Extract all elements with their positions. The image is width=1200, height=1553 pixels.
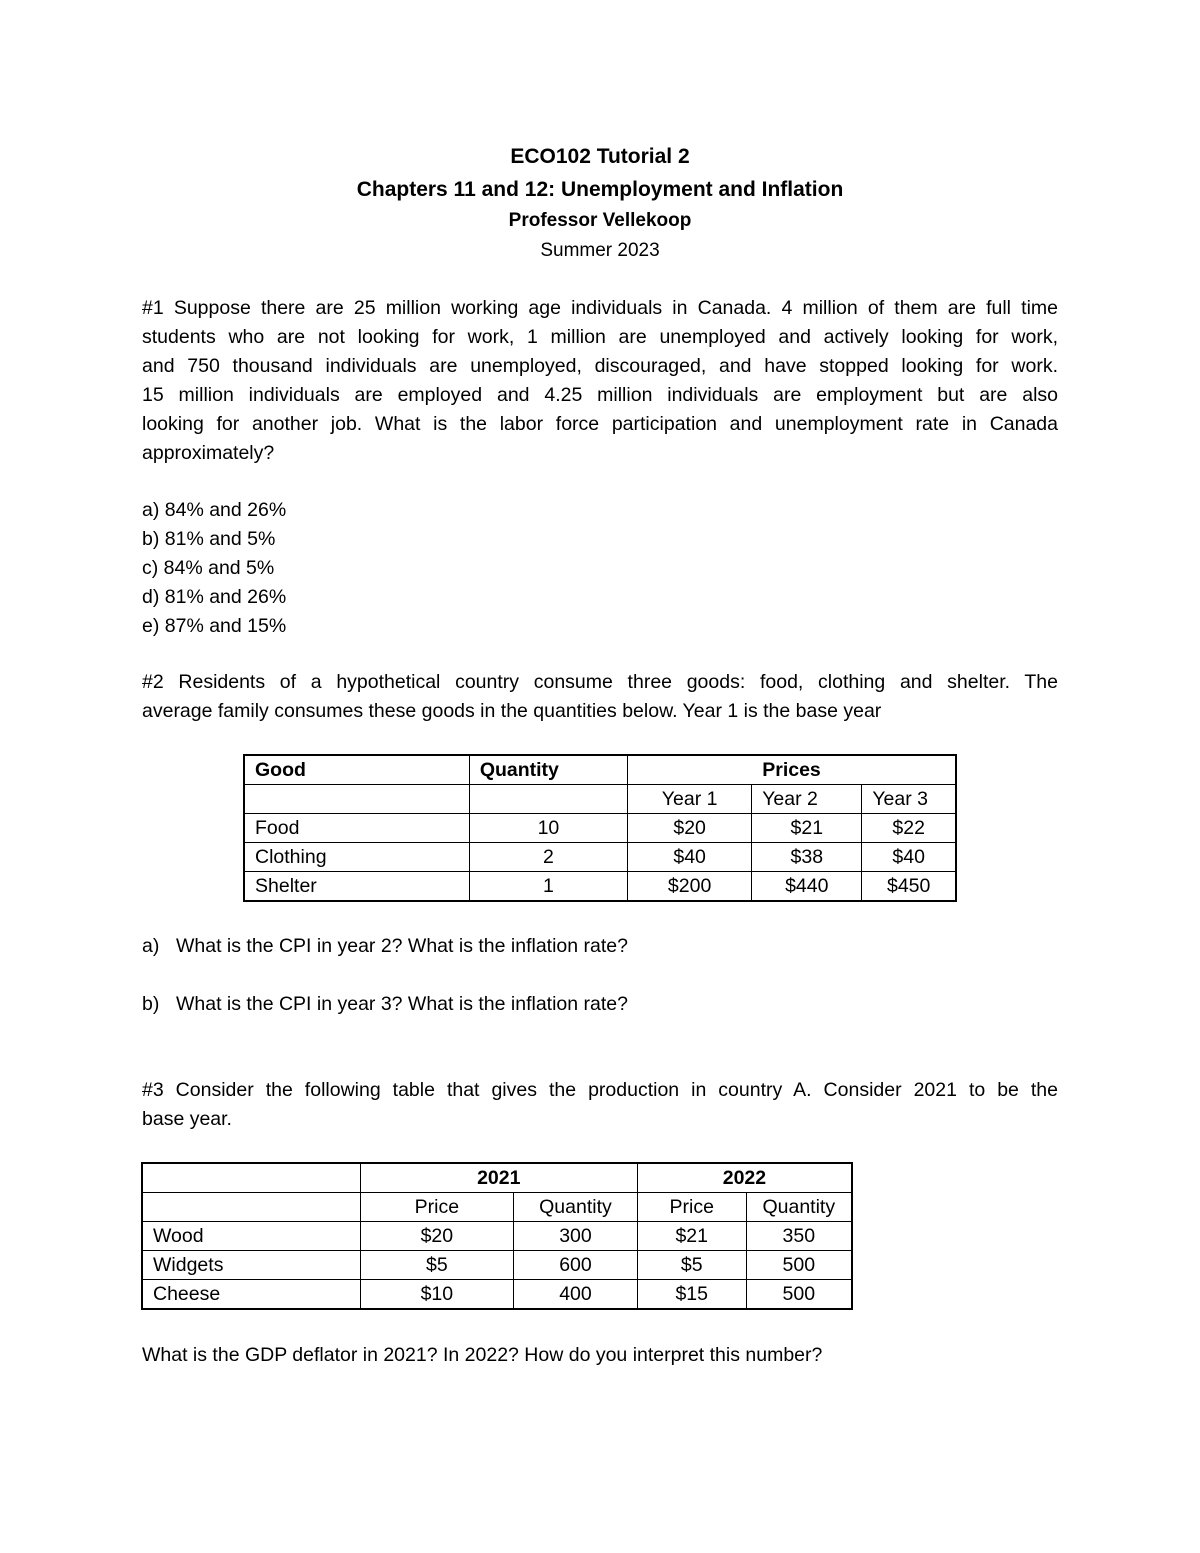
price-cell: $40: [628, 843, 752, 872]
header-prices: Prices: [628, 755, 956, 785]
question-2a: [142, 932, 628, 961]
price-cell: $5: [360, 1251, 513, 1280]
table-subheader-row: [142, 1193, 852, 1222]
good-name: Food: [244, 814, 469, 843]
header-year-2: Year 2: [752, 785, 862, 814]
header-year-2022: 2022: [637, 1163, 852, 1193]
header-quantity: Quantity: [746, 1193, 852, 1222]
question-label: b): [142, 993, 160, 1015]
gdp-table: [141, 1162, 853, 1310]
document-title: ECO102 Tutorial 2: [510, 145, 690, 168]
option-c: c) 84% and 5%: [142, 557, 275, 579]
good-name: Wood: [142, 1222, 360, 1251]
option-e: e) 87% and 15%: [142, 615, 287, 637]
header-good: Good: [244, 755, 469, 785]
price-cell: $450: [862, 872, 956, 902]
option-a: a) 84% and 26%: [142, 499, 287, 521]
header-price: Price: [637, 1193, 746, 1222]
question-3-line: base year.: [142, 1108, 232, 1130]
question-1-line: and 750 thousand individuals are unemployed, discouraged, and have stopped looking for work.: [142, 355, 1058, 377]
question-3-prompt: What is the GDP deflator in 2021? In 2022? How do you interpret this number?: [142, 1344, 823, 1366]
question-1-line: #1 Suppose there are 25 million working age individuals in Canada. 4 million of them are full time: [142, 297, 1058, 319]
price-cell: $20: [360, 1222, 513, 1251]
option-b: b) 81% and 5%: [142, 528, 276, 550]
header-year-2021: 2021: [360, 1163, 637, 1193]
table-row: [244, 872, 956, 902]
table-row: [142, 1251, 852, 1280]
header-quantity: Quantity: [469, 755, 627, 785]
table-subheader-row: [244, 785, 956, 814]
header-year-3: Year 3: [862, 785, 956, 814]
price-cell: $10: [360, 1280, 513, 1310]
professor-name: Professor Vellekoop: [508, 210, 692, 231]
price-cell: $15: [637, 1280, 746, 1310]
table-row: [142, 1280, 852, 1310]
empty-cell: [244, 785, 469, 814]
table-row: [244, 843, 956, 872]
question-3-text: [142, 1076, 1058, 1134]
quantity-cell: 300: [514, 1222, 638, 1251]
table-header-row: [142, 1163, 852, 1193]
header-price: Price: [360, 1193, 513, 1222]
header-quantity: Quantity: [514, 1193, 638, 1222]
price-cell: $20: [628, 814, 752, 843]
question-1-text: [142, 294, 1058, 468]
good-name: Clothing: [244, 843, 469, 872]
question-1-line: approximately?: [142, 442, 275, 464]
good-quantity: 2: [469, 843, 627, 872]
cpi-table: [243, 754, 957, 902]
price-cell: $40: [862, 843, 956, 872]
price-cell: $5: [637, 1251, 746, 1280]
header-year-1: Year 1: [628, 785, 752, 814]
empty-cell: [469, 785, 627, 814]
question-1-options: [142, 496, 286, 641]
good-name: Widgets: [142, 1251, 360, 1280]
quantity-cell: 500: [746, 1280, 852, 1310]
good-quantity: 1: [469, 872, 627, 902]
term-label: Summer 2023: [540, 240, 660, 261]
table-row: [244, 814, 956, 843]
question-3-line: #3 Consider the following table that gives the production in country A. Consider 2021 to be the: [142, 1079, 1058, 1101]
empty-cell: [142, 1163, 360, 1193]
good-name: Shelter: [244, 872, 469, 902]
price-cell: $21: [752, 814, 862, 843]
question-label: a): [142, 935, 160, 957]
question-2b: [142, 990, 628, 1019]
good-name: Cheese: [142, 1280, 360, 1310]
quantity-cell: 400: [514, 1280, 638, 1310]
question-1-line: looking for another job. What is the labor force participation and unemployment rate in Canada: [142, 413, 1058, 435]
empty-cell: [142, 1193, 360, 1222]
price-cell: $200: [628, 872, 752, 902]
price-cell: $21: [637, 1222, 746, 1251]
question-2-line: #2 Residents of a hypothetical country consume three goods: food, clothing and shelter. The: [142, 671, 1058, 693]
quantity-cell: 600: [514, 1251, 638, 1280]
price-cell: $22: [862, 814, 956, 843]
table-header-row: [244, 755, 956, 785]
quantity-cell: 350: [746, 1222, 852, 1251]
chapters-heading: Chapters 11 and 12: Unemployment and Inflation: [356, 178, 844, 201]
table-row: [142, 1222, 852, 1251]
price-cell: $38: [752, 843, 862, 872]
question-text: What is the CPI in year 3? What is the inflation rate?: [176, 993, 628, 1015]
question-2-text: [142, 668, 1058, 726]
question-text: What is the CPI in year 2? What is the inflation rate?: [176, 935, 628, 957]
good-quantity: 10: [469, 814, 627, 843]
question-2-line: average family consumes these goods in the quantities below. Year 1 is the base year: [142, 700, 882, 722]
quantity-cell: 500: [746, 1251, 852, 1280]
option-d: d) 81% and 26%: [142, 586, 287, 608]
question-1-line: students who are not looking for work, 1 million are unemployed and actively looking for work,: [142, 326, 1058, 348]
price-cell: $440: [752, 872, 862, 902]
question-1-line: 15 million individuals are employed and 4.25 million individuals are employment but are also: [142, 384, 1058, 406]
